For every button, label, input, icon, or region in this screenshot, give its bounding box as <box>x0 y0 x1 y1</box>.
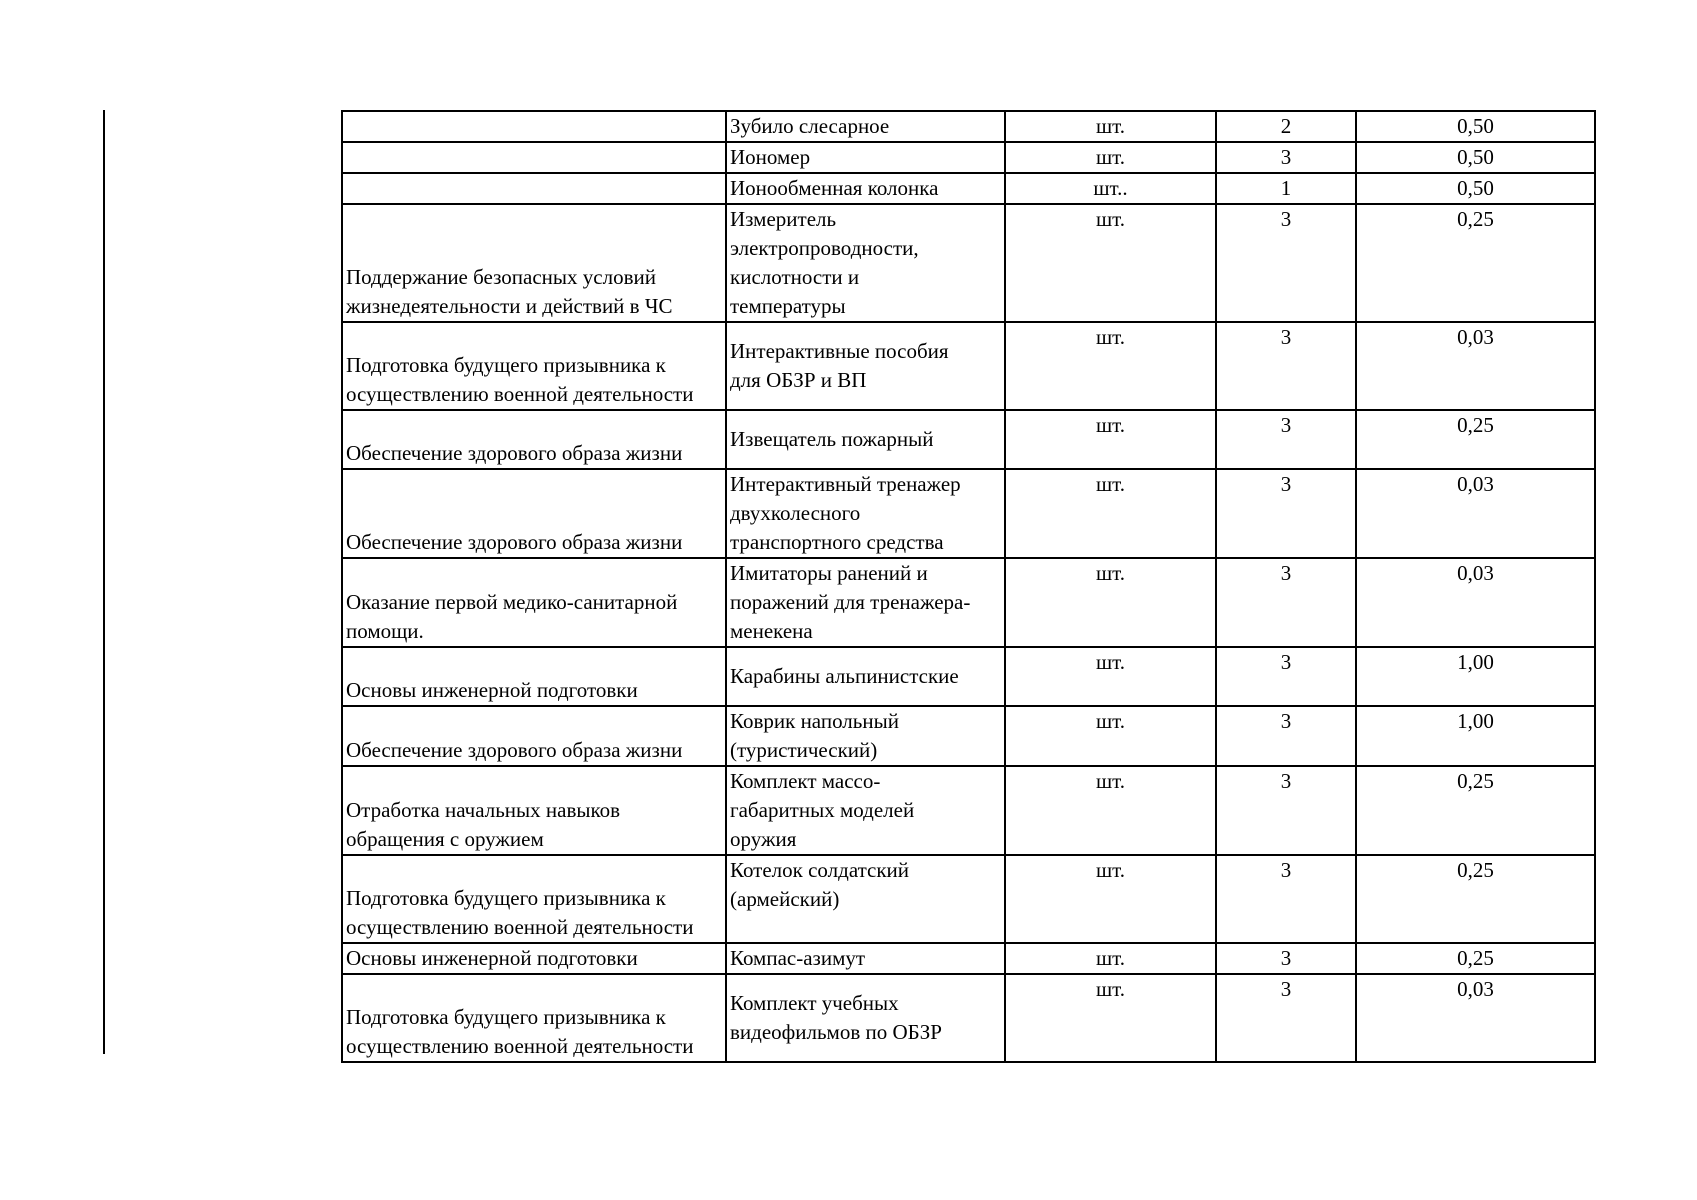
coefficient-cell: 1,00 <box>1356 647 1595 706</box>
quantity-cell: 3 <box>1216 204 1356 322</box>
coefficient-cell: 0,25 <box>1356 766 1595 855</box>
item-name-cell: Коврик напольный (туристический) <box>726 706 1005 766</box>
section-cell: Поддержание безопасных условий жизнедеятельности и действий в ЧС <box>342 204 726 322</box>
coefficient-cell: 0,25 <box>1356 204 1595 322</box>
table-row <box>342 322 1595 410</box>
unit-cell: шт. <box>1005 410 1216 469</box>
section-cell: Обеспечение здорового образа жизни <box>342 410 726 469</box>
unit-cell: шт. <box>1005 142 1216 173</box>
coefficient-cell: 0,03 <box>1356 974 1595 1062</box>
unit-cell: шт. <box>1005 322 1216 410</box>
table-row <box>342 558 1595 647</box>
quantity-cell: 3 <box>1216 469 1356 558</box>
section-cell: Обеспечение здорового образа жизни <box>342 706 726 766</box>
unit-cell: шт. <box>1005 111 1216 142</box>
table-row <box>342 943 1595 974</box>
unit-cell: шт. <box>1005 204 1216 322</box>
item-name-cell: Компас-азимут <box>726 943 1005 974</box>
table-row <box>342 173 1595 204</box>
coefficient-cell: 1,00 <box>1356 706 1595 766</box>
section-cell: Основы инженерной подготовки <box>342 943 726 974</box>
table-row <box>342 706 1595 766</box>
unit-cell: шт. <box>1005 855 1216 943</box>
quantity-cell: 3 <box>1216 647 1356 706</box>
table-row <box>342 111 1595 142</box>
unit-cell: шт. <box>1005 974 1216 1062</box>
unit-cell: шт. <box>1005 647 1216 706</box>
quantity-cell: 3 <box>1216 410 1356 469</box>
coefficient-cell: 0,25 <box>1356 410 1595 469</box>
unit-cell: шт. <box>1005 469 1216 558</box>
section-cell: Основы инженерной подготовки <box>342 647 726 706</box>
section-cell: Отработка начальных навыков обращения с оружием <box>342 766 726 855</box>
equipment-table-body <box>342 111 1595 1062</box>
quantity-cell: 3 <box>1216 142 1356 173</box>
section-cell <box>342 173 726 204</box>
table-row <box>342 855 1595 943</box>
page-margin-line <box>103 110 105 1054</box>
quantity-cell: 3 <box>1216 943 1356 974</box>
coefficient-cell: 0,03 <box>1356 469 1595 558</box>
section-cell <box>342 111 726 142</box>
section-cell: Подготовка будущего призывника к осуществлению военной деятельности <box>342 322 726 410</box>
item-name-cell: Зубило слесарное <box>726 111 1005 142</box>
item-name-cell: Имитаторы ранений и поражений для тренажера- менекена <box>726 558 1005 647</box>
section-cell: Подготовка будущего призывника к осуществлению военной деятельности <box>342 855 726 943</box>
quantity-cell: 3 <box>1216 766 1356 855</box>
table-row <box>342 142 1595 173</box>
coefficient-cell: 0,25 <box>1356 943 1595 974</box>
quantity-cell: 1 <box>1216 173 1356 204</box>
quantity-cell: 3 <box>1216 974 1356 1062</box>
item-name-cell: Извещатель пожарный <box>726 410 1005 469</box>
item-name-cell: Иономер <box>726 142 1005 173</box>
section-cell: Обеспечение здорового образа жизни <box>342 469 726 558</box>
quantity-cell: 3 <box>1216 706 1356 766</box>
item-name-cell: Интерактивные пособия для ОБЗР и ВП <box>726 322 1005 410</box>
item-name-cell: Котелок солдатский (армейский) <box>726 855 1005 943</box>
unit-cell: шт.. <box>1005 173 1216 204</box>
coefficient-cell: 0,03 <box>1356 322 1595 410</box>
table-row <box>342 974 1595 1062</box>
item-name-cell: Комплект учебных видеофильмов по ОБЗР <box>726 974 1005 1062</box>
table-row <box>342 410 1595 469</box>
item-name-cell: Ионообменная колонка <box>726 173 1005 204</box>
equipment-table <box>341 110 1596 1063</box>
table-row <box>342 647 1595 706</box>
unit-cell: шт. <box>1005 706 1216 766</box>
unit-cell: шт. <box>1005 943 1216 974</box>
item-name-cell: Интерактивный тренажер двухколесного транспортного средства <box>726 469 1005 558</box>
table-row <box>342 766 1595 855</box>
table-row <box>342 204 1595 322</box>
quantity-cell: 3 <box>1216 558 1356 647</box>
quantity-cell: 2 <box>1216 111 1356 142</box>
coefficient-cell: 0,50 <box>1356 111 1595 142</box>
quantity-cell: 3 <box>1216 855 1356 943</box>
item-name-cell: Карабины альпинистские <box>726 647 1005 706</box>
section-cell: Подготовка будущего призывника к осуществлению военной деятельности <box>342 974 726 1062</box>
unit-cell: шт. <box>1005 766 1216 855</box>
coefficient-cell: 0,25 <box>1356 855 1595 943</box>
quantity-cell: 3 <box>1216 322 1356 410</box>
coefficient-cell: 0,50 <box>1356 173 1595 204</box>
item-name-cell: Измеритель электропроводности, кислотности и температуры <box>726 204 1005 322</box>
coefficient-cell: 0,50 <box>1356 142 1595 173</box>
table-row <box>342 469 1595 558</box>
unit-cell: шт. <box>1005 558 1216 647</box>
section-cell <box>342 142 726 173</box>
section-cell: Оказание первой медико-санитарной помощи. <box>342 558 726 647</box>
item-name-cell: Комплект массо- габаритных моделей оружия <box>726 766 1005 855</box>
coefficient-cell: 0,03 <box>1356 558 1595 647</box>
